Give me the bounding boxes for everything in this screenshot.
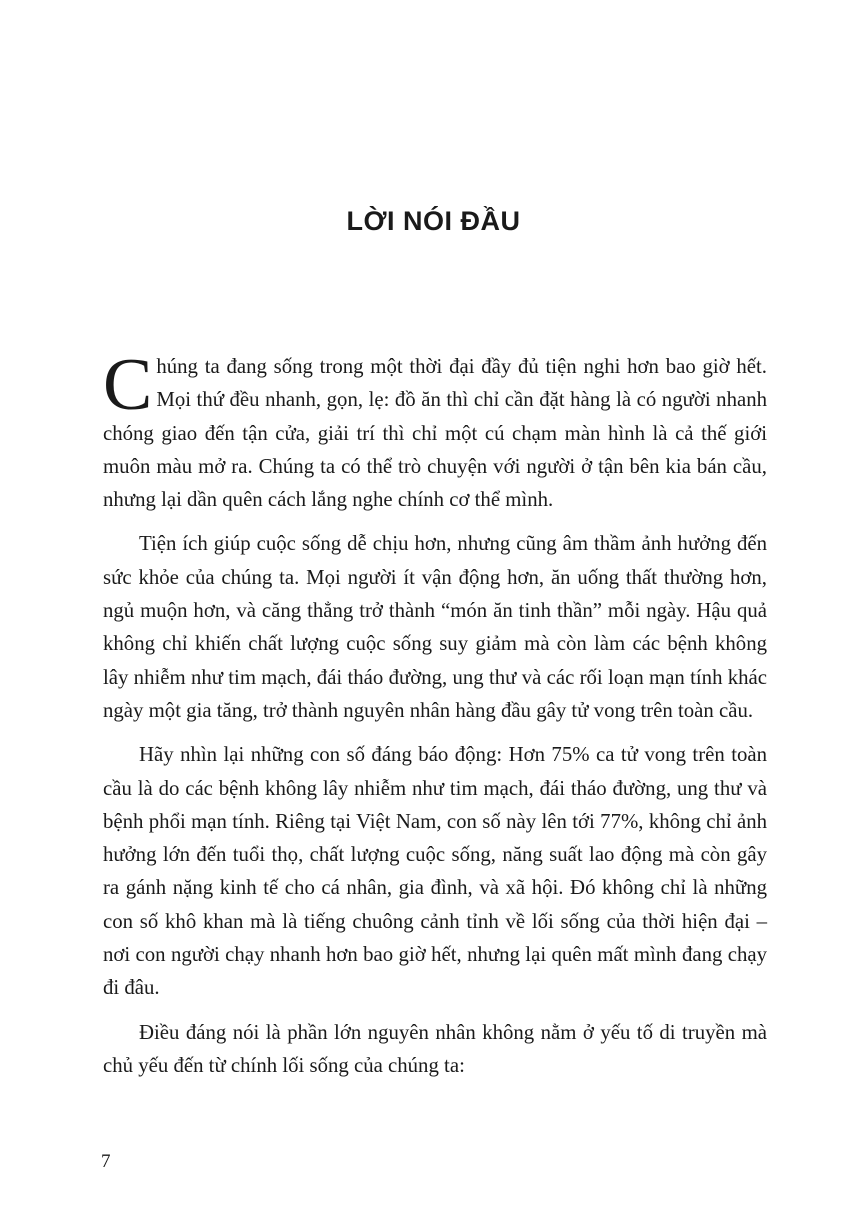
paragraph-3: Hãy nhìn lại những con số đáng báo động: Hơn 75% ca tử vong trên toàn cầu là do các bệnh không lây nhiễm như tim mạch, đái tháo đường, ung thư và bệnh phổi mạn tính. Riêng tại Việt Nam, con số này lên tới 77%, không chỉ ảnh hưởng lớn đến tuổi thọ, chất lượng cuộc sống, năng suất lao động mà còn gây ra gánh nặng kinh tế cho cá nhân, gia đình, và xã hội. Đó không chỉ là những con số khô khan mà là tiếng chuông cảnh tỉnh về lối sống của thời hiện đại – nơi con người chạy nhanh hơn bao giờ hết, nhưng lại quên mất mình đang chạy đi đâu. (103, 743, 767, 1000)
paragraph-1 (103, 344, 767, 516)
paragraph-2: Tiện ích giúp cuộc sống dễ chịu hơn, nhưng cũng âm thầm ảnh hưởng đến sức khỏe của chúng ta. Mọi người ít vận động hơn, ăn uống thất thường hơn, ngủ muộn hơn, và căng thẳng trở thành “món ăn tinh thần” mỗi ngày. Hậu quả không chỉ khiến chất lượng cuộc sống suy giảm mà còn làm các bệnh không lây nhiễm như tim mạch, đái tháo đường, ung thư và các rối loạn mạn tính khác ngày một gia tăng, trở thành nguyên nhân hàng đầu gây tử vong trên toàn cầu. (103, 532, 767, 722)
drop-cap: C (103, 344, 153, 426)
body-text (103, 344, 767, 1093)
paragraph-1-text: húng ta đang sống trong một thời đại đầy đủ tiện nghi hơn bao giờ hết. Mọi thứ đều nhanh, gọn, lẹ: đồ ăn thì chỉ cần đặt hàng là có người nhanh chóng giao đến tận cửa, giải trí thì chỉ một cú chạm màn hình là cả thế giới muôn màu mở ra. Chúng ta có thể trò chuyện với người ở tận bên kia bán cầu, nhưng lại dần quên cách lắng nghe chính cơ thể mình. (103, 355, 767, 512)
paragraph-4: Điều đáng nói là phần lớn nguyên nhân không nằm ở yếu tố di truyền mà chủ yếu đến từ chính lối sống của chúng ta: (103, 1020, 767, 1077)
chapter-title: LỜI NÓI ĐẦU (346, 206, 521, 236)
page-number: 7 (101, 1151, 111, 1172)
